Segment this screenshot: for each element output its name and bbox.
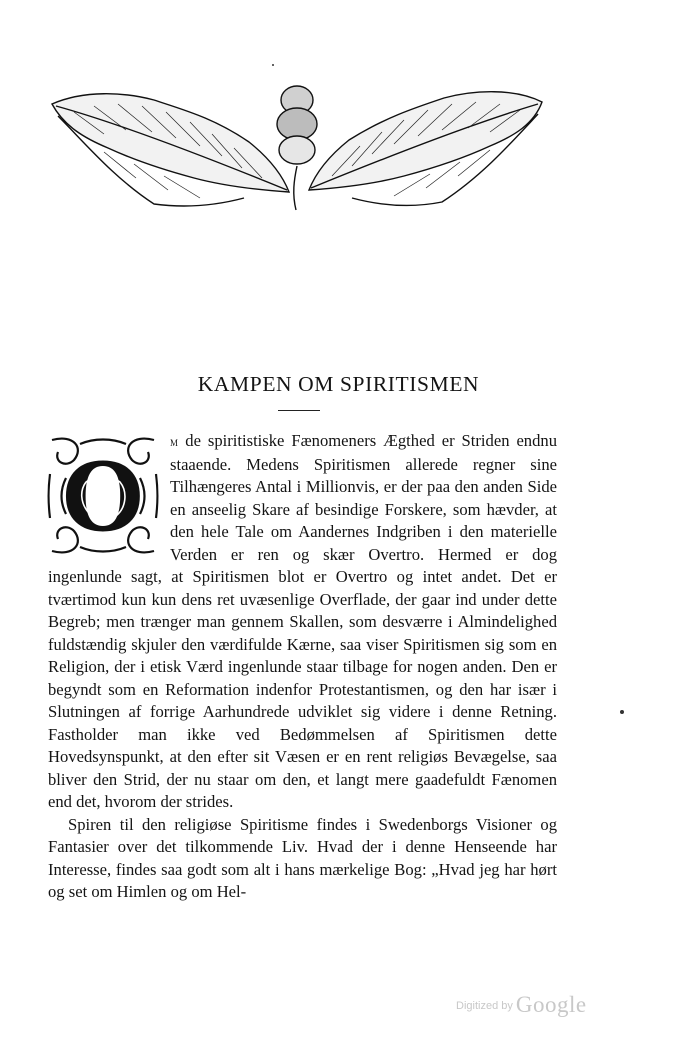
body-text xyxy=(48,430,557,904)
page-speck xyxy=(272,64,274,66)
chapter-title: KAMPEN OM SPIRITISMEN xyxy=(197,372,480,396)
first-word-rest: m xyxy=(170,434,179,449)
paragraph-1-text: de spiritistiske Fænomeners Ægthed er Striden endnu staaende. Medens Spiritismen allerede regner sine Tilhængeres Antal i Millionvis, er der paa den anden Side en anseelig Skare af besindige Forskere, som hævder, at den hele Tale om Aandernes Indgriben i den materielle Verden er ren og skær Overtro. Hermed er dog ingenlunde sagt, at Spiritismen blot er Overtro og intet andet. Det er tværtimod kun kun dens ret uvæsenlige Overflade, der gaar ind under dette Begreb; men trænger man gennem Skallen, som desværre i Almindelighed fuldstændig skjuler den værdifulde Kærne, saa viser Spiritismen sig som en Religion, der i etisk Værd ingenlunde staar tilbage for nogen anden. Den er begyndt som en Reformation indenfor Protestantismen, og den har især i Slutningen af forrige Aarhundrede udviklet sig videre i denne Retning. Fastholder man ikke ved Bedømmelsen af Spiritismen dette Hovedsynspunkt, at den efter sit Væsen er en rent religiøs Bevægelse, saa bliver den Strid, der nu staar om den, et langt mere gaadefuldt Fænomen end det, hvorom der strides. xyxy=(48,431,557,811)
google-logo: Google xyxy=(515,992,587,1017)
drop-cap-letter: O xyxy=(62,443,144,553)
google-watermark xyxy=(456,992,587,1018)
ornamental-initial-icon xyxy=(44,434,162,557)
page-speck xyxy=(620,710,624,714)
digitized-by-text: Digitized by xyxy=(456,1000,513,1012)
oak-leaf-headpiece-icon xyxy=(44,82,550,214)
paragraph-2: Spiren til den religiøse Spiritisme findes i Swedenborgs Visioner og Fantasier over det tilkommende Liv. Hvad der i denne Henseende har Interesse, findes saa godt som alt i hans mærkelige Bog: „Hvad jeg har hørt og set om Himlen og om Hel- xyxy=(48,814,557,901)
title-rule xyxy=(278,410,320,411)
